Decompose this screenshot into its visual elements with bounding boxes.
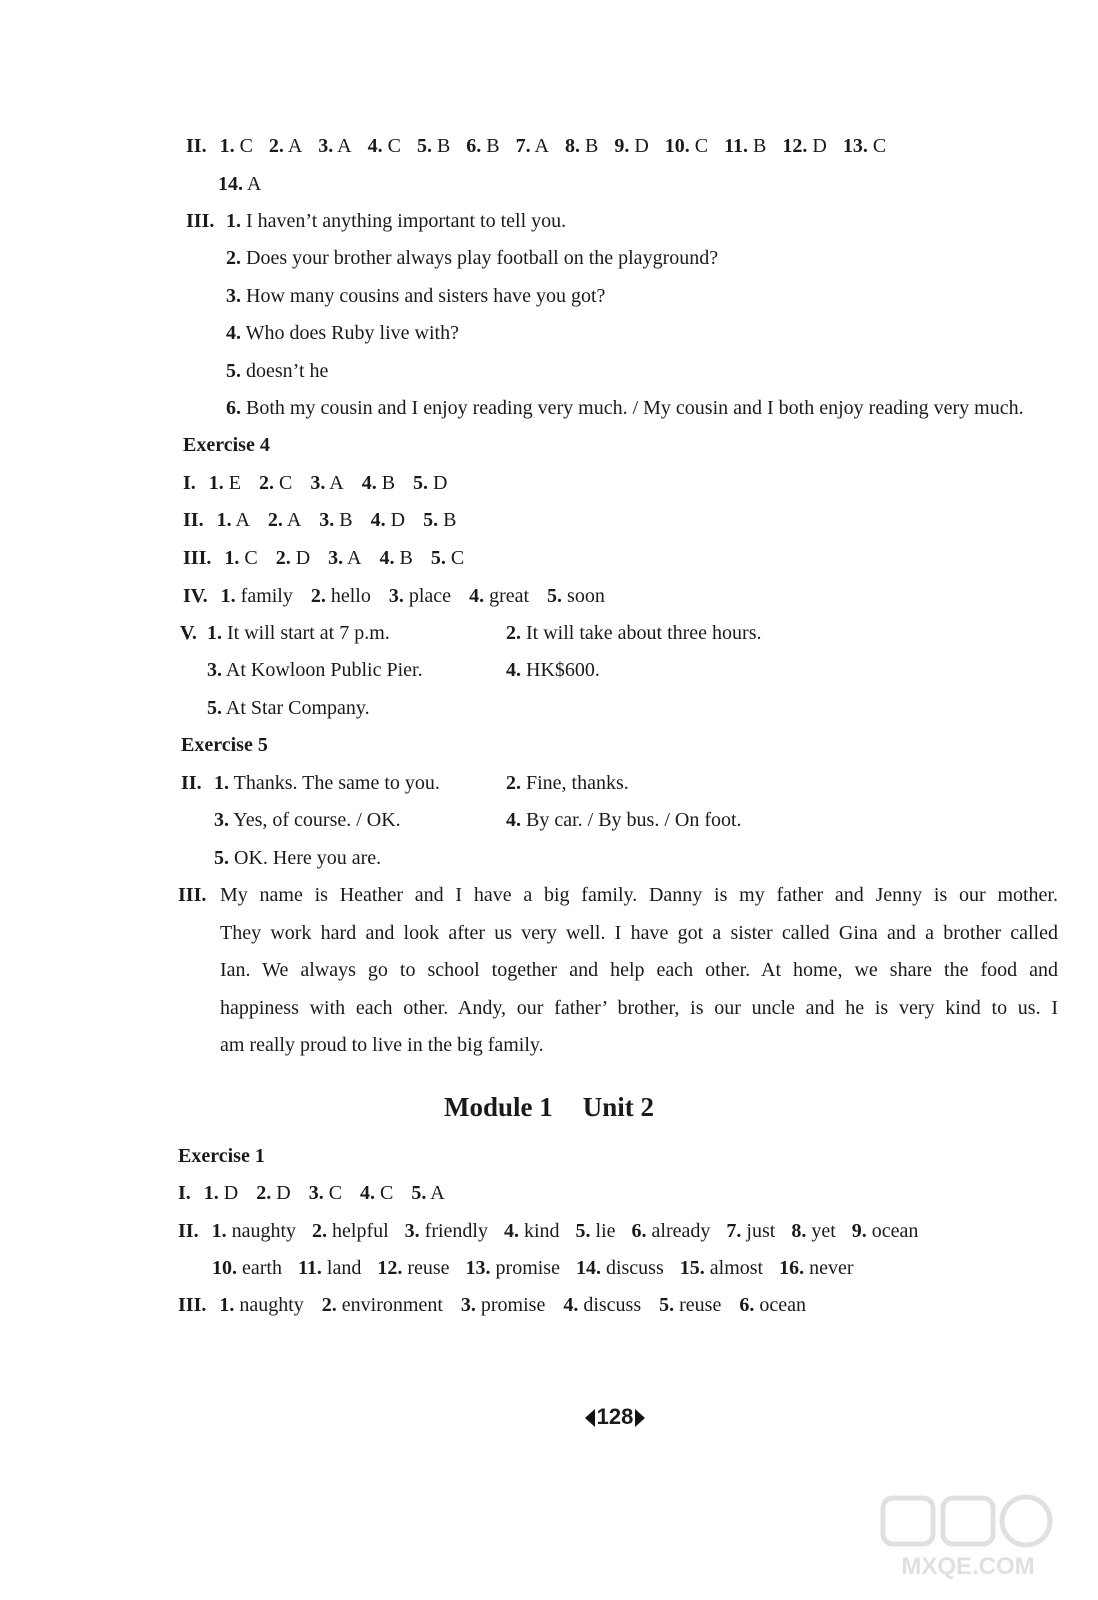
item-number: 3. bbox=[319, 509, 335, 531]
module-title bbox=[0, 1092, 1098, 1123]
answer-list bbox=[218, 173, 261, 195]
answer-item bbox=[217, 509, 250, 531]
item-number: 8. bbox=[564, 135, 580, 157]
left-arrow-icon bbox=[585, 1409, 595, 1427]
item-number: 1. bbox=[203, 1182, 219, 1204]
item-number: 1. bbox=[219, 1294, 235, 1316]
item-answer: D bbox=[290, 547, 311, 569]
item-answer: E bbox=[223, 472, 242, 494]
item-answer: almost bbox=[704, 1257, 764, 1279]
answer-item bbox=[563, 1294, 641, 1316]
answer-item bbox=[843, 135, 886, 157]
exercise-heading: Exercise 1 bbox=[178, 1145, 265, 1167]
item-number: 5. bbox=[226, 360, 241, 382]
item-answer: A bbox=[231, 509, 250, 531]
item-number: 4. bbox=[379, 547, 395, 569]
answer-item bbox=[665, 135, 708, 157]
item-number: 5. bbox=[416, 135, 432, 157]
item-number: 11. bbox=[724, 135, 749, 157]
item-answer: B bbox=[438, 509, 457, 531]
item-number: 4. bbox=[506, 659, 521, 681]
answer-item bbox=[221, 585, 293, 607]
item-answer: promise bbox=[475, 1294, 546, 1316]
item-number: 4. bbox=[563, 1294, 579, 1316]
answer-item bbox=[504, 1220, 560, 1242]
item-answer: B bbox=[579, 135, 599, 157]
item-number: 15. bbox=[679, 1257, 705, 1279]
item-number: 2. bbox=[310, 585, 326, 607]
answer-item bbox=[726, 1220, 775, 1242]
answer-item bbox=[368, 135, 401, 157]
item-number: 2. bbox=[321, 1294, 337, 1316]
section-roman: II. bbox=[178, 1220, 199, 1242]
answer-item bbox=[466, 135, 499, 157]
item-answer: D bbox=[629, 135, 649, 157]
item-answer: friendly bbox=[419, 1220, 488, 1242]
passage-lines bbox=[220, 877, 1058, 1065]
sentence-item bbox=[226, 396, 1024, 420]
item-answer: already bbox=[646, 1220, 711, 1242]
item-text: Fine, thanks. bbox=[526, 772, 629, 794]
item-number: 4. bbox=[367, 135, 383, 157]
section-roman: I. bbox=[178, 1182, 191, 1204]
answer-item bbox=[380, 547, 413, 569]
item-number: 2. bbox=[267, 509, 283, 531]
right-arrow-icon bbox=[635, 1409, 645, 1427]
answer-item bbox=[576, 1257, 664, 1279]
item-answer: never bbox=[804, 1257, 854, 1279]
passage-line: Ian. We always go to school together and help each other. At home, we share the food and bbox=[220, 959, 1058, 982]
item-number: 4. bbox=[469, 585, 485, 607]
answer-item bbox=[724, 135, 766, 157]
item-answer: A bbox=[530, 135, 549, 157]
answer-item bbox=[632, 1220, 711, 1242]
answer-item bbox=[269, 135, 302, 157]
item-number: 3. bbox=[318, 135, 334, 157]
answer-item bbox=[328, 547, 361, 569]
item-number: 3. bbox=[310, 472, 326, 494]
item-number: 5. bbox=[430, 547, 446, 569]
item-answer: helpful bbox=[327, 1220, 389, 1242]
item-number: 6. bbox=[739, 1294, 755, 1316]
answer-item bbox=[506, 621, 762, 645]
answer-item bbox=[309, 1182, 342, 1204]
item-answer: A bbox=[243, 173, 262, 195]
item-text: Yes, of course. / OK. bbox=[233, 809, 401, 831]
answer-row bbox=[178, 1181, 445, 1205]
item-number: 2. bbox=[256, 1182, 272, 1204]
answer-list bbox=[212, 1257, 854, 1279]
item-number: 5. bbox=[413, 472, 429, 494]
item-answer: A bbox=[282, 509, 302, 531]
item-number: 6. bbox=[631, 1220, 647, 1242]
item-number: 13. bbox=[842, 135, 868, 157]
section-roman bbox=[181, 771, 202, 795]
item-text: I haven’t anything important to tell you. bbox=[241, 210, 567, 232]
item-number: 7. bbox=[515, 135, 531, 157]
answer-item bbox=[413, 472, 447, 494]
answer-item bbox=[680, 1257, 763, 1279]
page-number-text: 128 bbox=[596, 1404, 634, 1429]
answer-item bbox=[214, 808, 401, 832]
item-number: 1. bbox=[216, 509, 232, 531]
item-answer: reuse bbox=[674, 1294, 722, 1316]
answer-item bbox=[212, 1257, 282, 1279]
answer-row bbox=[186, 134, 886, 158]
answer-list bbox=[196, 1182, 445, 1204]
answer-item bbox=[779, 1257, 853, 1279]
item-answer: B bbox=[431, 135, 451, 157]
answer-item bbox=[423, 509, 456, 531]
answer-list bbox=[213, 585, 605, 607]
item-answer: D bbox=[218, 1182, 239, 1204]
item-answer: D bbox=[807, 135, 827, 157]
item-number: 4. bbox=[226, 322, 241, 344]
answer-item bbox=[614, 135, 648, 157]
item-answer: land bbox=[321, 1257, 362, 1279]
answer-item bbox=[219, 1294, 303, 1316]
item-answer: hello bbox=[325, 585, 371, 607]
item-answer: C bbox=[689, 135, 709, 157]
item-number: 3. bbox=[214, 809, 229, 831]
item-number: 5. bbox=[423, 509, 439, 531]
item-answer: ocean bbox=[754, 1294, 806, 1316]
item-number: 9. bbox=[851, 1220, 867, 1242]
item-number: 2. bbox=[226, 247, 241, 269]
passage-line: happiness with each other. Andy, our father’ brother, is our uncle and he is very kind to us. I bbox=[220, 996, 1058, 1019]
answer-item bbox=[319, 509, 352, 531]
item-answer: soon bbox=[562, 585, 605, 607]
answer-row bbox=[218, 172, 261, 196]
item-answer: ocean bbox=[866, 1220, 919, 1242]
passage-line: am really proud to live in the big family. bbox=[220, 1034, 544, 1057]
answer-item bbox=[207, 621, 390, 645]
item-answer: earth bbox=[237, 1257, 282, 1279]
passage-line: My name is Heather and I have a big family. Danny is my father and Jenny is our mother. bbox=[220, 884, 1058, 906]
item-text: OK. Here you are. bbox=[234, 847, 382, 869]
item-answer: reuse bbox=[402, 1257, 450, 1279]
answer-item bbox=[207, 696, 370, 720]
answer-item bbox=[782, 135, 826, 157]
item-text: At Kowloon Public Pier. bbox=[225, 659, 423, 681]
item-number: 2. bbox=[506, 772, 521, 794]
item-text: Thanks. The same to you. bbox=[233, 772, 440, 794]
item-answer: D bbox=[428, 472, 448, 494]
item-text: At Star Company. bbox=[225, 697, 370, 719]
answer-item bbox=[214, 846, 381, 870]
item-answer: A bbox=[343, 547, 362, 569]
item-answer: A bbox=[426, 1182, 445, 1204]
roman-label: II. bbox=[181, 772, 202, 794]
item-number: 11. bbox=[297, 1257, 322, 1279]
item-number: 1. bbox=[219, 135, 235, 157]
section-roman: III. bbox=[178, 884, 207, 906]
section-roman: II. bbox=[186, 135, 207, 157]
item-number: 14. bbox=[218, 173, 243, 195]
sentence-item bbox=[226, 321, 459, 345]
answer-item bbox=[209, 472, 241, 494]
item-number: 6. bbox=[226, 397, 241, 419]
item-text: It will start at 7 p.m. bbox=[227, 622, 390, 644]
answer-item bbox=[506, 808, 742, 832]
section-roman bbox=[186, 209, 214, 233]
answer-item bbox=[469, 585, 529, 607]
item-number: 3. bbox=[460, 1294, 476, 1316]
section-roman: II. bbox=[183, 509, 204, 531]
answer-item bbox=[207, 658, 423, 682]
page-number bbox=[0, 1404, 1098, 1430]
answer-item bbox=[516, 135, 549, 157]
item-number: 3. bbox=[328, 547, 344, 569]
item-number: 5. bbox=[207, 697, 222, 719]
answer-item bbox=[224, 547, 257, 569]
passage-line: They work hard and look after us very well. I have got a sister called Gina and a brother called bbox=[220, 921, 1058, 944]
answer-list bbox=[212, 135, 887, 157]
item-number: 7. bbox=[726, 1220, 742, 1242]
answer-list bbox=[216, 547, 464, 569]
item-number: 8. bbox=[791, 1220, 807, 1242]
item-number: 12. bbox=[782, 135, 808, 157]
answer-item bbox=[218, 173, 261, 195]
item-answer: naughty bbox=[226, 1220, 297, 1242]
item-answer: B bbox=[481, 135, 500, 157]
answer-row bbox=[183, 584, 605, 608]
item-answer: C bbox=[323, 1182, 343, 1204]
answer-item bbox=[411, 1182, 444, 1204]
item-answer: B bbox=[334, 509, 353, 531]
item-number: 4. bbox=[506, 809, 521, 831]
watermark-text: MXQE.COM bbox=[901, 1553, 1035, 1580]
answer-item bbox=[659, 1294, 721, 1316]
item-answer: discuss bbox=[600, 1257, 664, 1279]
item-answer: lie bbox=[590, 1220, 616, 1242]
item-answer: kind bbox=[518, 1220, 560, 1242]
section-roman: III. bbox=[183, 547, 212, 569]
answer-item bbox=[389, 585, 451, 607]
answer-item bbox=[377, 1257, 449, 1279]
answer-list bbox=[211, 1294, 806, 1316]
item-number: 3. bbox=[308, 1182, 324, 1204]
item-answer: yet bbox=[806, 1220, 836, 1242]
answer-row bbox=[212, 1256, 854, 1280]
item-number: 16. bbox=[779, 1257, 805, 1279]
item-number: 2. bbox=[275, 547, 291, 569]
item-answer: D bbox=[271, 1182, 291, 1204]
answer-item bbox=[276, 547, 310, 569]
item-answer: B bbox=[748, 135, 767, 157]
item-answer: C bbox=[239, 547, 258, 569]
answer-item bbox=[360, 1182, 393, 1204]
item-answer: C bbox=[382, 135, 401, 157]
exercise-heading: Exercise 5 bbox=[181, 734, 268, 756]
answer-item bbox=[220, 135, 253, 157]
item-answer: family bbox=[235, 585, 293, 607]
answer-item bbox=[268, 509, 301, 531]
answer-row bbox=[178, 1293, 806, 1317]
item-answer: naughty bbox=[234, 1294, 304, 1316]
item-number: 4. bbox=[503, 1220, 519, 1242]
answer-item bbox=[547, 585, 605, 607]
item-number: 2. bbox=[268, 135, 284, 157]
answer-item bbox=[506, 658, 600, 682]
watermark-logo bbox=[878, 1490, 1058, 1580]
item-number: 14. bbox=[575, 1257, 601, 1279]
item-number: 3. bbox=[226, 285, 241, 307]
item-number: 6. bbox=[466, 135, 482, 157]
item-answer: C bbox=[375, 1182, 394, 1204]
item-number: 1. bbox=[224, 547, 240, 569]
item-number: 4. bbox=[370, 509, 386, 531]
answer-item bbox=[204, 1182, 238, 1204]
module-label: Module 1 bbox=[443, 1092, 553, 1122]
item-answer: great bbox=[484, 585, 530, 607]
section-roman bbox=[180, 621, 197, 645]
answer-row bbox=[178, 1219, 918, 1243]
answer-item bbox=[565, 135, 598, 157]
item-text: Both my cousin and I enjoy reading very much. / My cousin and I both enjoy reading very much. bbox=[241, 397, 1024, 419]
answer-item bbox=[311, 585, 371, 607]
item-answer: A bbox=[325, 472, 344, 494]
item-number: 5. bbox=[411, 1182, 427, 1204]
item-answer: D bbox=[385, 509, 406, 531]
item-answer: B bbox=[376, 472, 396, 494]
item-number: 2. bbox=[259, 472, 275, 494]
item-number: 2. bbox=[506, 622, 521, 644]
item-number: 1. bbox=[207, 622, 222, 644]
item-number: 9. bbox=[614, 135, 630, 157]
answer-row bbox=[183, 508, 456, 532]
exercise-heading: Exercise 4 bbox=[183, 434, 270, 456]
answer-item bbox=[214, 771, 440, 795]
item-answer: A bbox=[283, 135, 303, 157]
item-number: 5. bbox=[547, 585, 563, 607]
answer-item bbox=[310, 472, 343, 494]
item-number: 3. bbox=[388, 585, 404, 607]
answer-item bbox=[259, 472, 292, 494]
answer-item bbox=[791, 1220, 835, 1242]
answer-item bbox=[576, 1220, 616, 1242]
item-number: 4. bbox=[361, 472, 377, 494]
item-answer: C bbox=[867, 135, 887, 157]
answer-item bbox=[739, 1294, 806, 1316]
item-number: 1. bbox=[208, 472, 224, 494]
answer-item bbox=[506, 771, 629, 795]
answer-row bbox=[183, 471, 448, 495]
item-answer: C bbox=[234, 135, 253, 157]
item-number: 1. bbox=[220, 585, 236, 607]
sentence-item bbox=[226, 359, 328, 383]
answer-item bbox=[852, 1220, 919, 1242]
item-answer: A bbox=[333, 135, 352, 157]
roman-label: III. bbox=[186, 210, 215, 232]
passage bbox=[178, 877, 1058, 1065]
section-roman: IV. bbox=[183, 585, 208, 607]
answer-item bbox=[461, 1294, 545, 1316]
section-roman: I. bbox=[183, 472, 196, 494]
item-number: 2. bbox=[312, 1220, 328, 1242]
answer-row bbox=[183, 546, 464, 570]
item-number: 1. bbox=[211, 1220, 227, 1242]
item-text: It will take about three hours. bbox=[526, 622, 762, 644]
sentence-item bbox=[226, 209, 566, 233]
item-answer: discuss bbox=[578, 1294, 642, 1316]
item-number: 1. bbox=[214, 772, 229, 794]
item-number: 1. bbox=[226, 210, 241, 232]
item-answer: place bbox=[403, 585, 452, 607]
answer-item bbox=[298, 1257, 361, 1279]
answer-item bbox=[362, 472, 395, 494]
answer-item bbox=[322, 1294, 443, 1316]
item-number: 5. bbox=[575, 1220, 591, 1242]
item-number: 5. bbox=[659, 1294, 675, 1316]
answer-list bbox=[209, 509, 457, 531]
item-number: 4. bbox=[360, 1182, 376, 1204]
answer-item bbox=[371, 509, 405, 531]
item-answer: C bbox=[445, 547, 465, 569]
unit-label: Unit 2 bbox=[582, 1092, 655, 1122]
item-number: 10. bbox=[664, 135, 690, 157]
answer-item bbox=[212, 1220, 296, 1242]
answer-item bbox=[405, 1220, 488, 1242]
item-text: Who does Ruby live with? bbox=[241, 322, 459, 344]
answer-item bbox=[466, 1257, 560, 1279]
answer-item bbox=[417, 135, 450, 157]
item-answer: B bbox=[394, 547, 413, 569]
answer-item bbox=[431, 547, 464, 569]
item-number: 12. bbox=[377, 1257, 403, 1279]
item-number: 3. bbox=[404, 1220, 420, 1242]
item-text: Does your brother always play football on the playground? bbox=[241, 247, 719, 269]
answer-item bbox=[256, 1182, 290, 1204]
item-text: How many cousins and sisters have you got? bbox=[241, 285, 606, 307]
section-roman: III. bbox=[178, 1294, 207, 1316]
answer-item bbox=[312, 1220, 389, 1242]
item-number: 10. bbox=[212, 1257, 237, 1279]
item-text: doesn’t he bbox=[241, 360, 329, 382]
item-answer: just bbox=[741, 1220, 776, 1242]
roman-label: V. bbox=[180, 622, 197, 644]
item-text: HK$600. bbox=[526, 659, 600, 681]
item-answer: promise bbox=[490, 1257, 560, 1279]
answer-list bbox=[201, 472, 448, 494]
item-number: 13. bbox=[465, 1257, 491, 1279]
answer-list bbox=[204, 1220, 919, 1242]
sentence-item bbox=[226, 246, 718, 270]
answer-item bbox=[318, 135, 351, 157]
sentence-item bbox=[226, 284, 605, 308]
item-number: 5. bbox=[214, 847, 229, 869]
item-text: By car. / By bus. / On foot. bbox=[526, 809, 742, 831]
item-number: 3. bbox=[207, 659, 222, 681]
item-answer: environment bbox=[336, 1294, 443, 1316]
item-answer: C bbox=[274, 472, 293, 494]
